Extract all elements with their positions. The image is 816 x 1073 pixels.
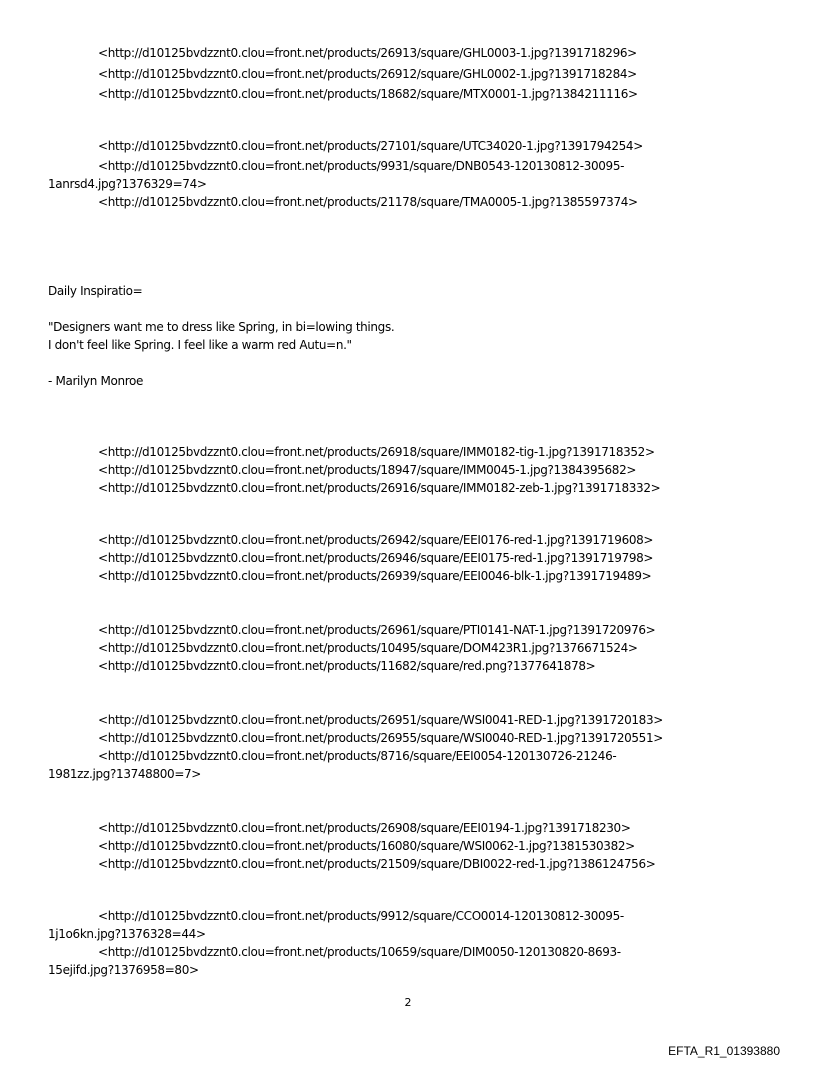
url-line-continuation: 1anrsd4.jpg?1376329=74>: [48, 177, 207, 191]
url-line: <http://d10125bvdzznt0.clou=front.net/products/9912/square/CCO0014-120130812-30095-: [98, 909, 624, 923]
url-line: <http://d10125bvdzznt0.clou=front.net/products/26908/square/EEI0194-1.jpg?1391718230>: [98, 821, 631, 835]
url-line: <http://d10125bvdzznt0.clou=front.net/products/9931/square/DNB0543-120130812-30095-: [98, 159, 625, 173]
url-line: <http://d10125bvdzznt0.clou=front.net/products/26946/square/EEI0175-red-1.jpg?1391719798>: [98, 551, 654, 565]
url-line-continuation: 1j1o6kn.jpg?1376328=44>: [48, 927, 206, 941]
url-line: <http://d10125bvdzznt0.clou=front.net/products/11682/square/red.png?1377641878>: [98, 659, 596, 673]
url-line: <http://d10125bvdzznt0.clou=front.net/products/10495/square/DOM423R1.jpg?1376671524>: [98, 641, 638, 655]
document-id-footer: EFTA_R1_01393880: [668, 1044, 780, 1058]
url-line: <http://d10125bvdzznt0.clou=front.net/products/26939/square/EEI0046-blk-1.jpg?1391719489>: [98, 569, 652, 583]
url-line: <http://d10125bvdzznt0.clou=front.net/products/18947/square/IMM0045-1.jpg?1384395682>: [98, 463, 637, 477]
section-heading: Daily Inspiratio=: [48, 284, 143, 298]
url-line: <http://d10125bvdzznt0.clou=front.net/products/26913/square/GHL0003-1.jpg?1391718296>: [98, 46, 637, 60]
url-line: <http://d10125bvdzznt0.clou=front.net/products/26918/square/IMM0182-tig-1.jpg?1391718352>: [98, 445, 655, 459]
url-line: <http://d10125bvdzznt0.clou=front.net/products/26951/square/WSI0041-RED-1.jpg?1391720183>: [98, 713, 663, 727]
quote-attribution: - Marilyn Monroe: [48, 374, 144, 388]
url-line: <http://d10125bvdzznt0.clou=front.net/products/18682/square/MTX0001-1.jpg?1384211116>: [98, 87, 638, 101]
url-line: <http://d10125bvdzznt0.clou=front.net/products/26912/square/GHL0002-1.jpg?1391718284>: [98, 67, 637, 81]
url-line: <http://d10125bvdzznt0.clou=front.net/products/16080/square/WSI0062-1.jpg?1381530382>: [98, 839, 635, 853]
url-line: <http://d10125bvdzznt0.clou=front.net/products/26942/square/EEI0176-red-1.jpg?1391719608>: [98, 533, 654, 547]
url-line: <http://d10125bvdzznt0.clou=front.net/products/10659/square/DIM0050-120130820-8693-: [98, 945, 621, 959]
quote-line: I don't feel like Spring. I feel like a warm red Autu=n.": [48, 338, 352, 352]
url-line: <http://d10125bvdzznt0.clou=front.net/products/26961/square/PTI0141-NAT-1.jpg?1391720976>: [98, 623, 656, 637]
url-line: <http://d10125bvdzznt0.clou=front.net/products/26916/square/IMM0182-zeb-1.jpg?1391718332>: [98, 481, 661, 495]
url-line: <http://d10125bvdzznt0.clou=front.net/products/27101/square/UTC34020-1.jpg?1391794254>: [98, 139, 643, 153]
page-number: 2: [404, 996, 412, 1009]
quote-line: "Designers want me to dress like Spring, in bi=lowing things.: [48, 320, 395, 334]
url-line: <http://d10125bvdzznt0.clou=front.net/products/26955/square/WSI0040-RED-1.jpg?1391720551>: [98, 731, 663, 745]
url-line-continuation: 15ejifd.jpg?1376958=80>: [48, 963, 199, 977]
url-line: <http://d10125bvdzznt0.clou=front.net/products/8716/square/EEI0054-120130726-21246-: [98, 749, 617, 763]
url-line-continuation: 1981zz.jpg?13748800=7>: [48, 767, 202, 781]
url-line: <http://d10125bvdzznt0.clou=front.net/products/21178/square/TMA0005-1.jpg?1385597374>: [98, 195, 638, 209]
url-line: <http://d10125bvdzznt0.clou=front.net/products/21509/square/DBI0022-red-1.jpg?1386124756>: [98, 857, 656, 871]
